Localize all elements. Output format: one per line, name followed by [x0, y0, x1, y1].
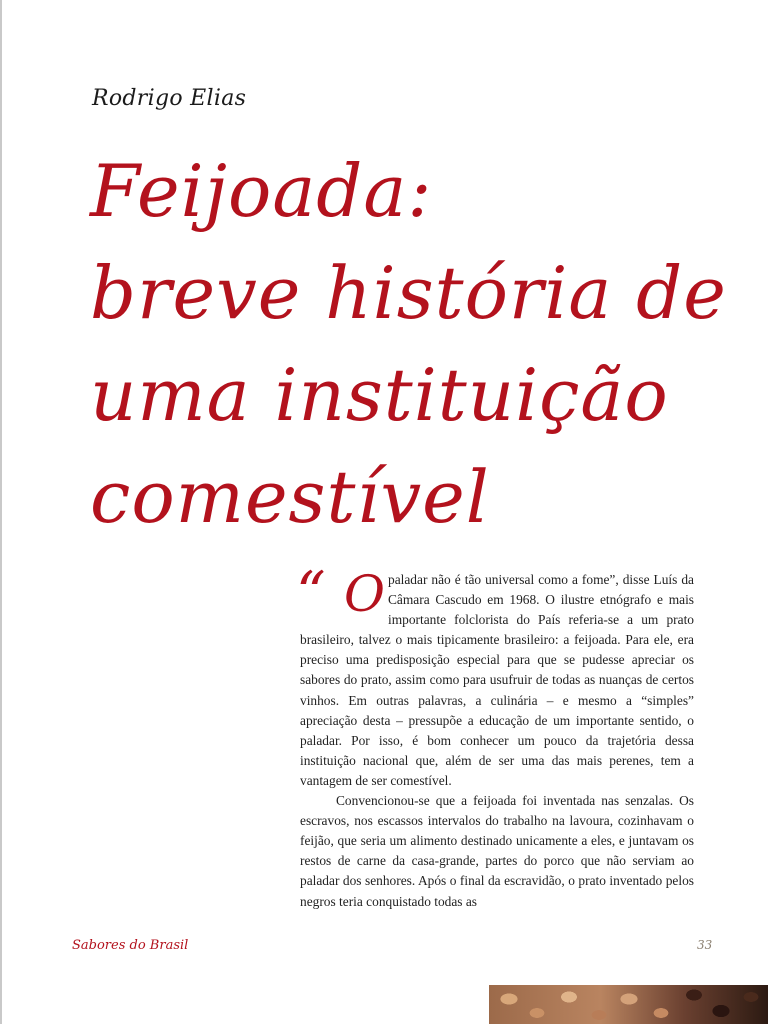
article-title — [90, 140, 760, 548]
drop-cap: O — [344, 565, 385, 623]
title-line: uma instituição — [90, 353, 669, 437]
opening-quote-mark: “ — [296, 559, 326, 627]
title-line: comestível — [90, 455, 490, 539]
article-paragraph — [296, 559, 694, 791]
page-edge — [0, 0, 2, 1024]
paragraph-text: paladar não é tão universal como a fome”, disse Luís da Câmara Cascudo em 1968. O ilustre etnógrafo e mais importante folclorista do País referia-se a um prato brasileiro, talvez o mais tipicamente brasileiro: a feijoada. Para ele, era preciso uma predisposição especial para que se pudesse apreciar os sabores do prato, assim como para usufruir de todas as nuanças de certos vinhos. Em outras palavras, a culinária – e mesmo a “simples” apreciação desta – pressupõe a educação de um importante sentido, o paladar. Por isso, é bom conhecer um pouco da trajetória dessa instituição nacional que, além de ser uma das mais perenes, tem a vantagem de ser comestível. — [300, 572, 694, 788]
author-name: Rodrigo Elias — [92, 86, 247, 111]
title-line: Feijoada: — [90, 149, 433, 233]
article-paragraph: Convencionou-se que a feijoada foi inventada nas senzalas. Os escravos, nos escassos intervalos do trabalho na lavoura, cozinhavam o feijão, que seria um alimento destinado unicamente a eles, e juntavam os restos de carne da casa-grande, partes do porco que não serviam ao paladar dos senhores. Após o final da escravidão, o prato inventado pelos negros teria conquistado todas as — [300, 793, 694, 909]
page-number: 33 — [697, 938, 713, 952]
publication-name: Sabores do Brasil — [72, 938, 189, 953]
title-line: breve história de — [90, 251, 727, 335]
beans-photo — [489, 985, 768, 1024]
article-body — [296, 559, 694, 912]
